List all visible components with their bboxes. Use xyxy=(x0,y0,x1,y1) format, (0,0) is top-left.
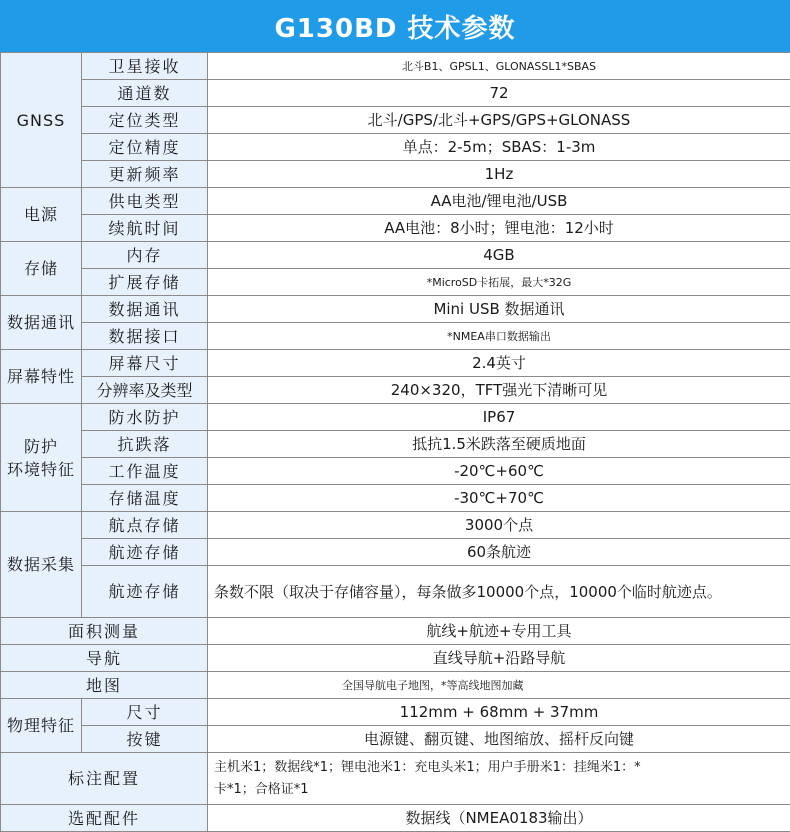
spec-value-line2: 卡*1；合格证*1 xyxy=(214,781,309,797)
spec-key: 定位类型 xyxy=(82,107,208,134)
spec-value: 抵抗1.5米跌落至硬质地面 xyxy=(208,431,790,458)
spec-key: 内存 xyxy=(82,242,208,269)
table-row xyxy=(1,645,790,672)
category-storage: 存储 xyxy=(1,242,82,296)
table-row xyxy=(1,753,790,805)
category-gnss: GNSS xyxy=(1,53,82,188)
spec-key: 存储温度 xyxy=(82,485,208,512)
spec-key: 续航时间 xyxy=(82,215,208,242)
table-row xyxy=(1,377,790,404)
spec-value: 4GB xyxy=(208,242,790,269)
spec-value: 240×320，TFT强光下清晰可见 xyxy=(208,377,790,404)
table-row xyxy=(1,269,790,296)
table-row xyxy=(1,726,790,753)
spec-key-nav: 导航 xyxy=(1,645,208,672)
spec-key: 按键 xyxy=(82,726,208,753)
spec-key: 数据接口 xyxy=(82,323,208,350)
spec-key: 分辨率及类型 xyxy=(82,377,208,404)
spec-value: 112mm + 68mm + 37mm xyxy=(208,699,790,726)
spec-value-line1: 主机米1；数据线*1；锂电池米1：充电头米1；用户手册米1：挂绳米1：* xyxy=(214,759,641,775)
spec-value: 72 xyxy=(208,80,790,107)
table-row xyxy=(1,699,790,726)
spec-value: 单点：2-5m；SBAS：1-3m xyxy=(208,134,790,161)
spec-value: 60条航迹 xyxy=(208,539,790,566)
spec-value: 全国导航电子地图，*等高线地图加藏 xyxy=(208,672,790,699)
category-physical: 物理特征 xyxy=(1,699,82,753)
table-row xyxy=(1,242,790,269)
spec-key: 航点存储 xyxy=(82,512,208,539)
table-row xyxy=(1,53,790,80)
table-row xyxy=(1,672,790,699)
spec-value: IP67 xyxy=(208,404,790,431)
spec-value: -20℃+60℃ xyxy=(208,458,790,485)
table-row xyxy=(1,80,790,107)
table-row xyxy=(1,134,790,161)
spec-value: 直线导航+沿路导航 xyxy=(208,645,790,672)
spec-key: 防水防护 xyxy=(82,404,208,431)
spec-value: 条数不限（取决于存储容量），每条做多10000个点，10000个临时航迹点。 xyxy=(208,566,790,618)
spec-value: *NMEA串口数据输出 xyxy=(208,323,790,350)
spec-key: 更新频率 xyxy=(82,161,208,188)
spec-value: 北斗/GPS/北斗+GPS/GPS+GLONASS xyxy=(208,107,790,134)
spec-value: 电源键、翻页键、地图缩放、摇杆反向键 xyxy=(208,726,790,753)
spec-key: 扩展存储 xyxy=(82,269,208,296)
table-row xyxy=(1,350,790,377)
spec-value: 3000个点 xyxy=(208,512,790,539)
table-row xyxy=(1,431,790,458)
spec-value: -30℃+70℃ xyxy=(208,485,790,512)
category-data-comm: 数据通讯 xyxy=(1,296,82,350)
category-data-collection: 数据采集 xyxy=(1,512,82,618)
spec-key-area: 面积测量 xyxy=(1,618,208,645)
table-row xyxy=(1,458,790,485)
spec-key: 航迹存储 xyxy=(82,539,208,566)
spec-key: 数据通讯 xyxy=(82,296,208,323)
table-row xyxy=(1,323,790,350)
table-row xyxy=(1,618,790,645)
spec-value: Mini USB 数据通讯 xyxy=(208,296,790,323)
spec-value: 航线+航迹+专用工具 xyxy=(208,618,790,645)
table-row xyxy=(1,566,790,618)
spec-key: 定位精度 xyxy=(82,134,208,161)
table-row xyxy=(1,107,790,134)
table-row xyxy=(1,161,790,188)
spec-key: 卫星接收 xyxy=(82,53,208,80)
category-label-line1: 防护 xyxy=(23,436,58,456)
table-row xyxy=(1,296,790,323)
spec-value: *MicroSD卡拓展，最大*32G xyxy=(208,269,790,296)
spec-value: AA电池：8小时；锂电池：12小时 xyxy=(208,215,790,242)
page-title: G130BD 技术参数 xyxy=(0,0,790,52)
table-row xyxy=(1,188,790,215)
spec-value: 2.4英寸 xyxy=(208,350,790,377)
spec-key: 通道数 xyxy=(82,80,208,107)
spec-key: 屏幕尺寸 xyxy=(82,350,208,377)
spec-value: 数据线（NMEA0183输出） xyxy=(208,805,790,832)
table-row xyxy=(1,512,790,539)
category-screen: 屏幕特性 xyxy=(1,350,82,404)
table-row xyxy=(1,404,790,431)
spec-value: 北斗B1、GPSL1、GLONASSL1*SBAS xyxy=(208,53,790,80)
category-label-line2: 环境特征 xyxy=(6,459,75,479)
spec-key: 航迹存储 xyxy=(82,566,208,618)
table-row xyxy=(1,485,790,512)
spec-value: 1Hz xyxy=(208,161,790,188)
spec-value: AA电池/锂电池/USB xyxy=(208,188,790,215)
category-protection xyxy=(1,404,82,512)
spec-key: 工作温度 xyxy=(82,458,208,485)
spec-key-map: 地图 xyxy=(1,672,208,699)
table-row xyxy=(1,215,790,242)
table-row xyxy=(1,805,790,832)
spec-key-standard: 标注配置 xyxy=(1,753,208,805)
spec-key: 供电类型 xyxy=(82,188,208,215)
spec-value-standard xyxy=(208,753,790,805)
spec-key: 抗跌落 xyxy=(82,431,208,458)
spec-key-optional: 选配配件 xyxy=(1,805,208,832)
spec-key: 尺寸 xyxy=(82,699,208,726)
spec-table xyxy=(0,52,790,832)
category-power: 电源 xyxy=(1,188,82,242)
table-row xyxy=(1,539,790,566)
